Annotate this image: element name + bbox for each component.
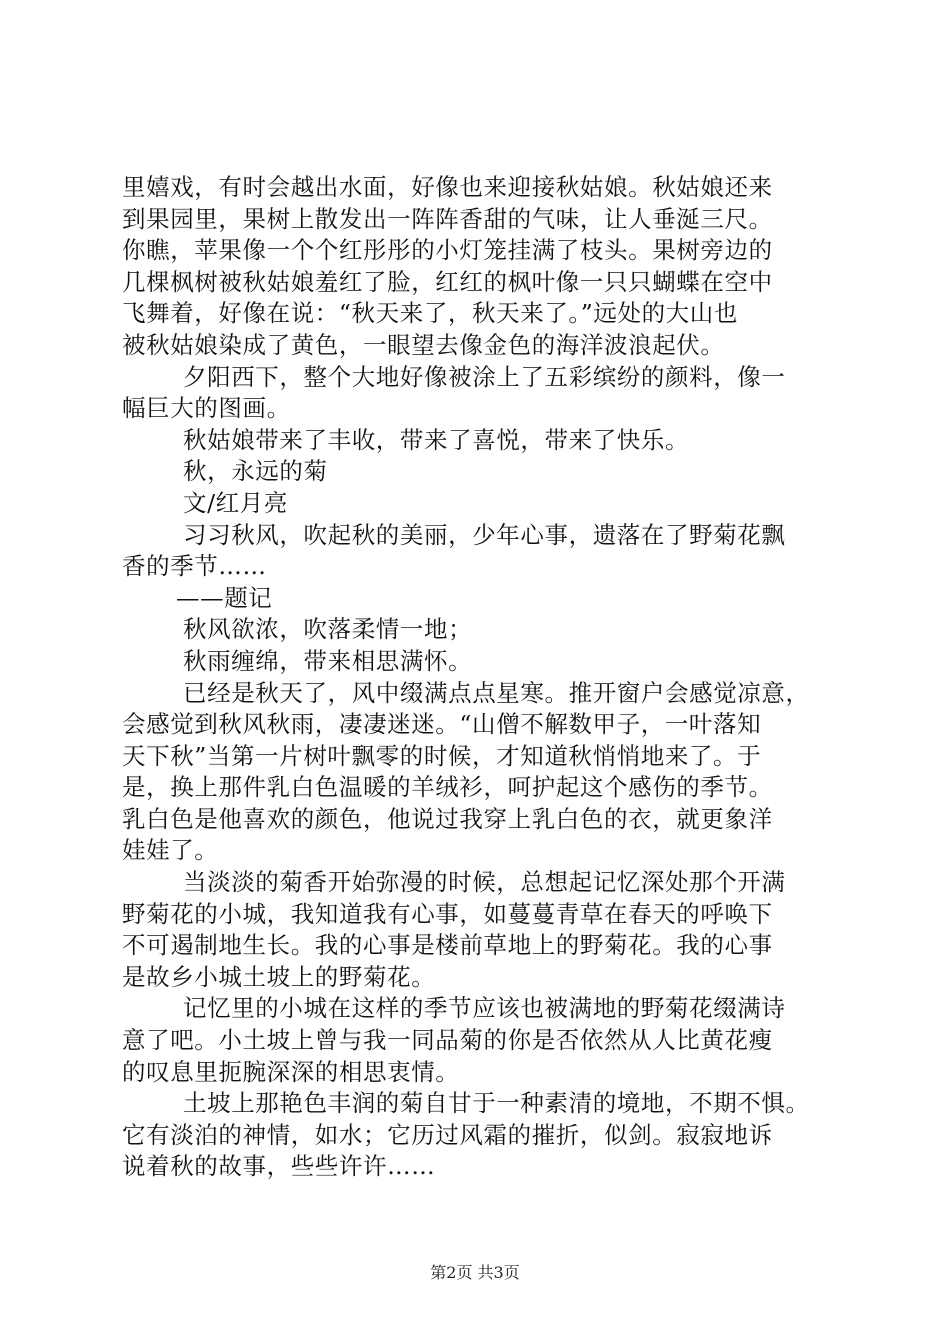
text-line: 乳白色是他喜欢的颜色，他说过我穿上乳白色的衣，就更象洋 bbox=[122, 804, 773, 833]
text-line: 野菊花的小城，我知道我有心事，如蔓蔓青草在春天的呼唤下 bbox=[122, 899, 773, 928]
text-line: 说着秋的故事，些些许许…… bbox=[122, 1152, 436, 1181]
article-title: 秋，永远的菊 bbox=[183, 457, 328, 486]
text-line: 不可遏制地生长。我的心事是楼前草地上的野菊花。我的心事 bbox=[122, 931, 773, 960]
text-line: 幅巨大的图画。 bbox=[122, 394, 291, 423]
text-line: 它有淡泊的神情，如水；它历过风霜的摧折，似剑。寂寂地诉 bbox=[122, 1120, 773, 1149]
document-body bbox=[122, 172, 842, 1183]
text-line: 是故乡小城土坡上的野菊花。 bbox=[122, 962, 436, 991]
text-line: 已经是秋天了，风中缀满点点星寒。推开窗户会感觉凉意， bbox=[183, 678, 810, 707]
text-line: 飞舞着，好像在说：“秋天来了，秋天来了。”远处的大山也 bbox=[122, 299, 738, 328]
text-line: 天下秋”当第一片树叶飘零的时候，才知道秋悄悄地来了。于 bbox=[122, 741, 762, 770]
text-line: 里嬉戏，有时会越出水面，好像也来迎接秋姑娘。秋姑娘还来 bbox=[122, 173, 773, 201]
text-line: 秋雨缠绵，带来相思满怀。 bbox=[183, 646, 473, 675]
text-line: 秋姑娘带来了丰收，带来了喜悦，带来了快乐。 bbox=[183, 425, 690, 454]
text-line: 意了吧。小土坡上曾与我一同品菊的你是否依然从人比黄花瘦 bbox=[122, 1026, 773, 1055]
text-line: 会感觉到秋风秋雨，凄凄迷迷。“山僧不解数甲子，一叶落知 bbox=[122, 710, 762, 739]
text-line: 被秋姑娘染成了黄色，一眼望去像金色的海洋波浪起伏。 bbox=[122, 330, 725, 359]
article-author: 文/红月亮 bbox=[183, 488, 288, 517]
text-line: 习习秋风，吹起秋的美丽，少年心事，遗落在了野菊花飘 bbox=[183, 520, 786, 549]
text-line: 到果园里，果树上散发出一阵阵香甜的气味，让人垂涎三尺。 bbox=[122, 204, 773, 233]
text-line: 记忆里的小城在这样的季节应该也被满地的野菊花缀满诗 bbox=[183, 994, 786, 1023]
text-line: 娃娃了。 bbox=[122, 836, 219, 865]
text-line: 当淡淡的菊香开始弥漫的时候，总想起记忆深处那个开满 bbox=[183, 868, 786, 897]
page-number-footer: 第2页 共3页 bbox=[430, 1263, 520, 1282]
text-line: 是，换上那件乳白色温暖的羊绒衫，呵护起这个感伤的季节。 bbox=[122, 773, 773, 802]
text-line: 夕阳西下，整个大地好像被涂上了五彩缤纷的颜料，像一 bbox=[183, 362, 786, 391]
text-line: 几棵枫树被秋姑娘羞红了脸，红红的枫叶像一只只蝴蝶在空中 bbox=[122, 267, 773, 296]
text-line: 你瞧，苹果像一个个红彤彤的小灯笼挂满了枝头。果树旁边的 bbox=[122, 236, 773, 265]
text-line: 的叹息里扼腕深深的相思衷情。 bbox=[122, 1057, 460, 1086]
text-line: 秋风欲浓，吹落柔情一地； bbox=[183, 615, 473, 644]
text-line: 香的季节…… bbox=[122, 552, 267, 581]
text-line: 土坡上那艳色丰润的菊自甘于一种素清的境地，不期不惧。 bbox=[183, 1089, 810, 1118]
epigraph-label: ——题记 bbox=[176, 583, 273, 612]
